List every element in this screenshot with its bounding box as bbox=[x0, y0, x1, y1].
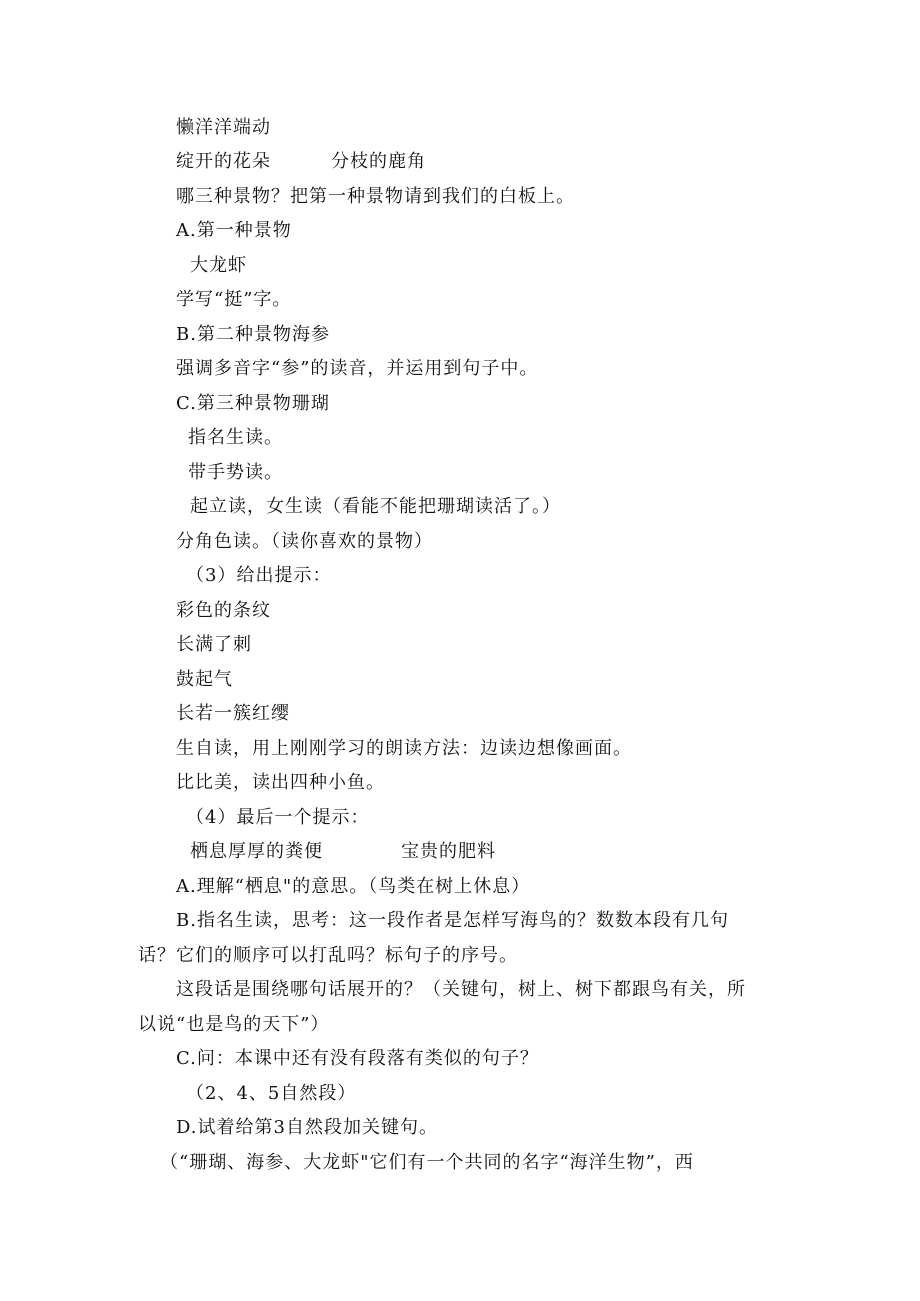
text-phrase: 绽开的花朵 bbox=[176, 151, 271, 172]
text-line: D.试着给第3自然段加关键句。 bbox=[176, 1117, 438, 1138]
text-line: C.问：本课中还有没有段落有类似的句子？ bbox=[176, 1048, 539, 1069]
text-line: 彩色的条纹 bbox=[176, 600, 271, 621]
text-line: 长满了刺 bbox=[176, 634, 252, 655]
text-line: 懒洋洋端动 bbox=[176, 117, 271, 138]
text-line: 以说“也是鸟的天下”） bbox=[138, 1014, 330, 1035]
text-line bbox=[190, 839, 496, 865]
text-line: 分角色读。（读你喜欢的景物） bbox=[176, 531, 433, 552]
text-line: （2、4、5自然段） bbox=[186, 1083, 357, 1104]
text-line: 话？它们的顺序可以打乱吗？标句子的序号。 bbox=[138, 945, 518, 966]
text-line: 学写“挺”字。 bbox=[176, 289, 292, 310]
text-line: A.第一种景物 bbox=[176, 220, 292, 241]
text-line: 大龙虾 bbox=[190, 255, 247, 276]
text-line: B.指名生读，思考：这一段作者是怎样写海鸟的？数数本段有几句 bbox=[176, 910, 729, 931]
text-line: 带手势读。 bbox=[188, 462, 283, 483]
text-phrase: 分枝的鹿角 bbox=[331, 151, 426, 172]
text-line: 生自读，用上刚刚学习的朗读方法：边读边想像画面。 bbox=[176, 738, 632, 759]
text-line bbox=[176, 149, 426, 175]
text-line: 这段话是围绕哪句话展开的？（关键句，树上、树下都跟鸟有关，所 bbox=[176, 979, 746, 1000]
text-line: C.第三种景物珊瑚 bbox=[176, 393, 330, 414]
text-line: 哪三种景物？把第一种景物请到我们的白板上。 bbox=[176, 186, 575, 207]
text-line: 鼓起气 bbox=[176, 669, 233, 690]
text-line: 强调多音字“参”的读音，并运用到句子中。 bbox=[176, 358, 539, 379]
text-phrase: 宝贵的肥料 bbox=[401, 841, 496, 862]
text-line: 指名生读。 bbox=[188, 427, 283, 448]
text-line: （4）最后一个提示： bbox=[186, 807, 370, 828]
text-line: 比比美，读出四种小鱼。 bbox=[176, 772, 385, 793]
text-line: 起立读，女生读（看能不能把珊瑚读活了。） bbox=[190, 496, 561, 517]
text-line: B.第二种景物海参 bbox=[176, 324, 330, 345]
text-line: A.理解“栖息"的意思。（鸟类在树上休息） bbox=[176, 876, 531, 897]
text-phrase: 栖息厚厚的粪便 bbox=[190, 841, 323, 862]
text-line: （“珊瑚、海参、大龙虾"它们有一个共同的名字“海洋生物”，西 bbox=[160, 1152, 694, 1173]
text-line: 长若一簇红缨 bbox=[176, 703, 290, 724]
text-line: （3）给出提示： bbox=[186, 565, 332, 586]
